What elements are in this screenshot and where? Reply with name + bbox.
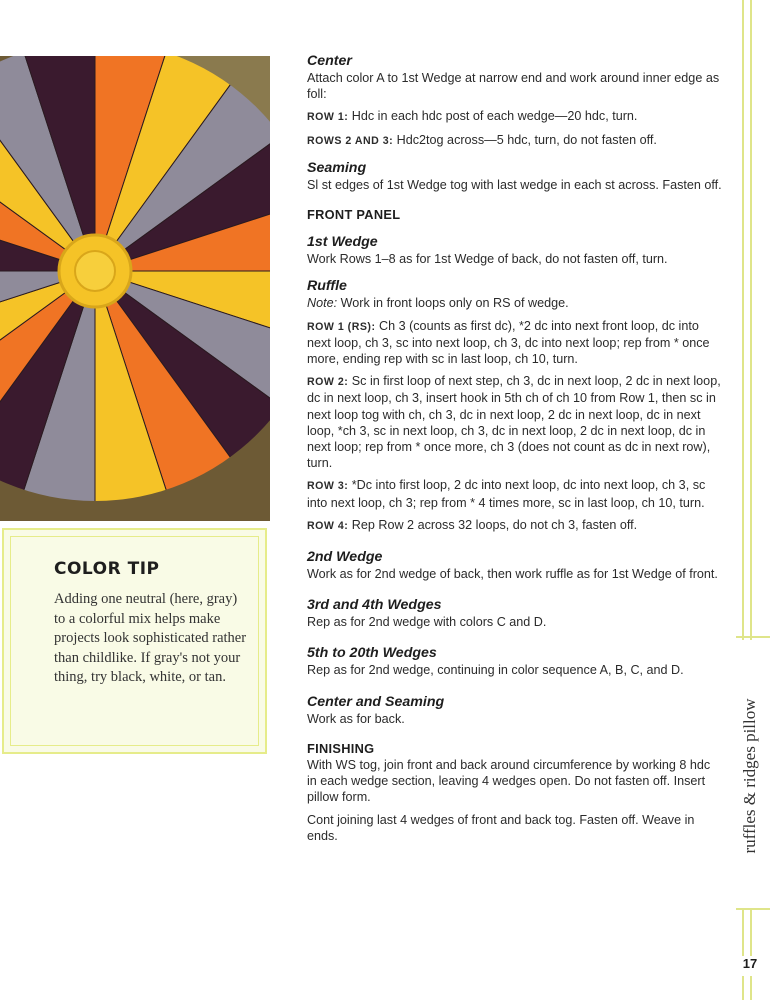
color-tip-text: Adding one neutral (here, gray) to a colorful mix helps make projects look sophisticated rather than childlike. If gray's not your thing, try black, white, or tan. xyxy=(54,591,247,686)
pillow-photo xyxy=(0,56,270,521)
pillow-illustration xyxy=(0,56,270,521)
row-text: *Dc into first loop, 2 dc into next loop, dc into next loop, ch 3, sc into next loop, ch 3; rep from * 4 times more, sc in last loop, ch 10, turn. xyxy=(307,478,706,510)
finishing-text-1: With WS tog, join front and back around circumference by working 8 hdc in each wedge section, leaving 4 wedges open. Do not fasten off. Insert pillow form. xyxy=(307,758,711,805)
center-intro: Attach color A to 1st Wedge at narrow end and work around inner edge as foll: xyxy=(307,71,720,102)
row-label: ROW 1 (RS): xyxy=(307,320,376,333)
note-label: Note: xyxy=(307,296,338,311)
fifth-twentieth-wedges-text: Rep as for 2nd wedge, continuing in color sequence A, B, C, and D. xyxy=(307,663,684,678)
rail-top-line-a xyxy=(742,0,744,640)
center-row-1 xyxy=(307,108,723,125)
row-text: Sc in first loop of next step, ch 3, dc in next loop, 2 dc in next loop, dc in next loop, ch 3, insert hook in 5th ch of ch 10 from Row 1, then sc in next loop tog with ch, ch 3, dc in next loop, 2 dc in next loop, dc in next loop, *ch 3, sc in next loop, ch 3, dc in next loop, 2 dc in next loop, dc in next loop; rep from * once more, ch 3 (does not count as dc in next row), turn. xyxy=(307,374,721,471)
finishing-heading: FINISHING xyxy=(307,740,375,756)
center-seaming-heading: Center and Seaming xyxy=(307,693,445,710)
row-text: Ch 3 (counts as first dc), *2 dc into next front loop, dc into next loop, ch 3, sc into next loop, ch 3, dc into next loop; rep from * once more, ending rep with sc in last loop, ch 10, turn. xyxy=(307,318,710,367)
rail-bottom-line-a xyxy=(742,908,744,956)
ruffle-note xyxy=(307,295,723,311)
pattern-column xyxy=(307,52,723,844)
row-label: ROW 3: xyxy=(307,480,349,493)
ruffle-row-2 xyxy=(307,373,723,471)
ruffle-row-3 xyxy=(307,477,723,510)
ruffle-row-4 xyxy=(307,517,723,534)
rail-bottom-line-b xyxy=(750,908,752,956)
row-text: Hdc in each hdc post of each wedge—20 hdc, turn. xyxy=(351,109,638,124)
center-seaming-text: Work as for back. xyxy=(307,711,405,726)
rail-top-line-b xyxy=(750,0,752,640)
center-rows-2-3 xyxy=(307,132,723,149)
page-number: 17 xyxy=(742,956,758,971)
third-fourth-wedges-text: Rep as for 2nd wedge with colors C and D. xyxy=(307,615,547,630)
first-wedge-text: Work Rows 1–8 as for 1st Wedge of back, do not fasten off, turn. xyxy=(307,252,668,267)
ruffle-heading: Ruffle xyxy=(307,278,347,295)
fifth-twentieth-wedges-heading: 5th to 20th Wedges xyxy=(307,645,437,662)
first-wedge-heading: 1st Wedge xyxy=(307,234,378,251)
color-tip-title: COLOR TIP xyxy=(54,559,160,579)
row-text: Hdc2tog across—5 hdc, turn, do not fasten off. xyxy=(396,132,657,147)
row-label: ROW 1: xyxy=(307,111,349,124)
third-fourth-wedges-heading: 3rd and 4th Wedges xyxy=(307,597,442,614)
second-wedge-heading: 2nd Wedge xyxy=(307,549,383,566)
second-wedge-text: Work as for 2nd wedge of back, then work ruffle as for 1st Wedge of front. xyxy=(307,567,718,582)
seaming-text: Sl st edges of 1st Wedge tog with last wedge in each st across. Fasten off. xyxy=(307,177,722,192)
rail-foot-line-a xyxy=(742,976,744,1000)
side-running-title xyxy=(738,690,762,862)
row-label: ROW 2: xyxy=(307,376,349,389)
center-heading: Center xyxy=(307,53,352,69)
rail-top-cap xyxy=(736,636,770,638)
rail-foot-line-b xyxy=(750,976,752,1000)
row-text: Rep Row 2 across 32 loops, do not ch 3, fasten off. xyxy=(351,517,638,532)
front-panel-heading: FRONT PANEL xyxy=(307,207,401,223)
seaming-heading: Seaming xyxy=(307,159,367,176)
row-label: ROW 4: xyxy=(307,519,349,532)
finishing-text-2: Cont joining last 4 wedges of front and back tog. Fasten off. Weave in ends. xyxy=(307,812,695,843)
side-title-text: ruffles & ridges pillow xyxy=(740,698,759,854)
note-text: Work in front loops only on RS of wedge. xyxy=(340,296,569,311)
row-label: ROWS 2 AND 3: xyxy=(307,134,394,147)
ruffle-row-1 xyxy=(307,318,723,368)
